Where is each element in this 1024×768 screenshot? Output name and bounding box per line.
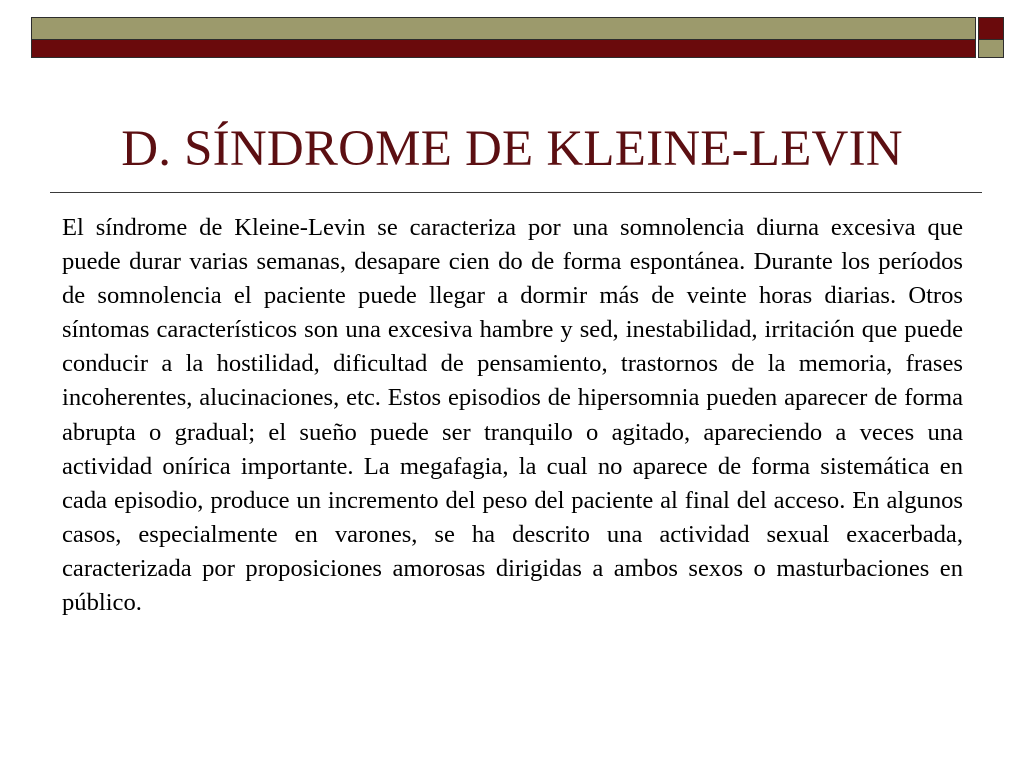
header-band-olive	[31, 17, 976, 40]
slide-body-text: El síndrome de Kleine-Levin se caracteriza por una somnolencia diurna excesiva que puede durar varias semanas, desapare cien do de forma espontánea. Durante los períodos de somnolencia el paciente puede llegar a dormir más de veinte horas diarias. Otros síntomas característicos son una excesiva hambre y sed, inestabilidad, irritación que puede conducir a la hostilidad, dificultad de pensamiento, trastornos de la memoria, frases incoherentes, alucinaciones, etc. Estos episodios de hipersomnia pueden aparecer de forma abrupta o gradual; el sueño puede ser tranquilo o agitado, apareciendo a veces una actividad onírica importante. La megafagia, la cual no aparece de forma sistemática en cada episodio, produce un incremento del peso del paciente al final del acceso. En algunos casos, especialmente en varones, se ha descrito una actividad sexual exacerbada, caracterizada por proposiciones amorosas dirigidas a ambos sexos o masturbaciones en público.	[62, 214, 963, 617]
title-divider	[50, 192, 982, 193]
header-square-olive	[978, 39, 1004, 58]
header-square-maroon	[978, 17, 1004, 40]
header-band-maroon	[31, 39, 976, 58]
slide-title: D. SÍNDROME DE KLEINE-LEVIN	[121, 121, 903, 177]
